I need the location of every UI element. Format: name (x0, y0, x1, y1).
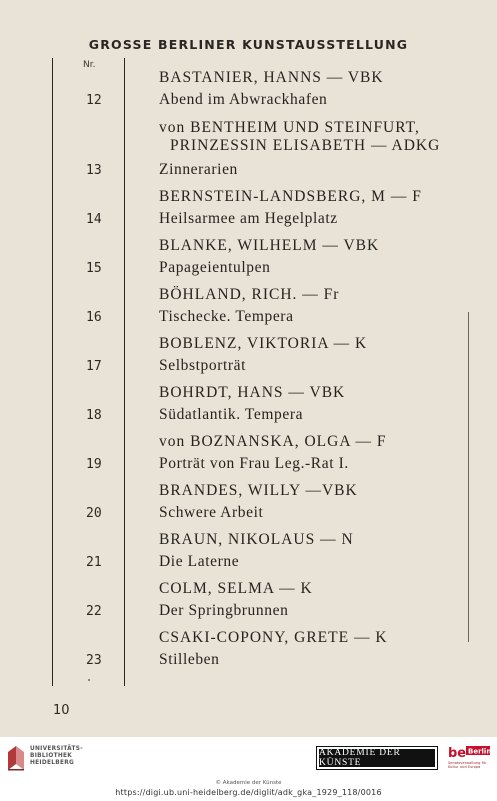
artwork-title: Zinnerarien (159, 161, 238, 178)
entry-number: 15 (86, 261, 102, 276)
entry-number: 16 (86, 310, 102, 325)
entry-number: 21 (86, 555, 102, 570)
artwork-title: Porträt von Frau Leg.-Rat I. (159, 455, 349, 472)
artist-name: BLANKE, WILHELM — VBK (159, 237, 380, 254)
column-rule (124, 58, 125, 686)
page-header: GROSSE BERLINER KUNSTAUSSTELLUNG (88, 37, 409, 52)
artwork-title: Stilleben (159, 651, 220, 668)
akademie-logo-text: AKADEMIE DER KÜNSTE (319, 749, 435, 767)
artwork-title: Abend im Abwrackhafen (159, 91, 328, 108)
artwork-title: Papageientulpen (159, 259, 271, 276)
artwork-title: Tischecke. Tempera (159, 308, 294, 325)
artist-name: BRAUN, NIKOLAUS — N (159, 531, 354, 548)
entry-number: 18 (86, 408, 102, 423)
artist-name: BERNSTEIN-LANDSBERG, M — F (159, 188, 422, 205)
entry-number: 17 (86, 359, 102, 374)
source-url-link[interactable]: https://digi.ub.uni-heidelberg.de/diglit/adk_gka_1929_118/0016 (115, 788, 382, 797)
library-line-1: UNIVERSITÄTS- (30, 746, 83, 752)
entry-number: 23 (86, 653, 102, 668)
number-column-label: Nr. (83, 60, 96, 70)
svg-text:Berlin: Berlin (468, 747, 492, 756)
page-number: 10 (53, 703, 70, 718)
artwork-title: Die Laterne (159, 553, 240, 570)
artist-name: BÖHLAND, RICH. — Fr (159, 286, 340, 303)
artist-name: BRANDES, WILLY —VBK (159, 482, 358, 499)
artist-name: BASTANIER, HANNS — VBK (159, 69, 384, 86)
akademie-logo[interactable] (316, 746, 438, 770)
artist-name-line1: von BENTHEIM UND STEINFURT, (159, 119, 420, 136)
copyright-notice: © Akademie der Künste (215, 780, 282, 786)
entry-number: 14 (86, 212, 102, 227)
right-rule (468, 312, 469, 642)
artist-name-line2: PRINZESSIN ELISABETH — ADKG (170, 137, 441, 154)
artist-name: von BOZNANSKA, OLGA — F (159, 433, 387, 450)
entry-number: 13 (86, 163, 102, 178)
university-library-name (30, 746, 83, 766)
artist-name: CSAKI-COPONY, GRETE — K (159, 629, 388, 646)
library-line-2: BIBLIOTHEK (30, 752, 73, 759)
artist-name: COLM, SELMA — K (159, 580, 313, 597)
berlin-senate-text: Senatsverwaltung für Kultur und Europa (448, 761, 487, 770)
artwork-title: Schwere Arbeit (159, 504, 264, 521)
entry-number: 19 (86, 457, 102, 472)
ink-speck (88, 679, 90, 681)
artwork-title: Südatlantik. Tempera (159, 406, 304, 423)
university-library-logo-icon[interactable] (5, 744, 27, 772)
entry-number: 12 (86, 93, 102, 108)
artist-name: BOBLENZ, VIKTORIA — K (159, 335, 368, 352)
artist-name: BOHRDT, HANS — VBK (159, 384, 346, 401)
artwork-title: Selbstporträt (159, 357, 247, 374)
svg-text:be: be (448, 746, 467, 761)
artwork-title: Der Springbrunnen (159, 602, 289, 619)
artist-name (159, 119, 440, 155)
left-rule (52, 58, 53, 686)
entry-number: 22 (86, 604, 102, 619)
artwork-title: Heilsarmee am Hegelplatz (159, 210, 338, 227)
library-line-3: HEIDELBERG (30, 759, 75, 766)
entry-number: 20 (86, 506, 102, 521)
